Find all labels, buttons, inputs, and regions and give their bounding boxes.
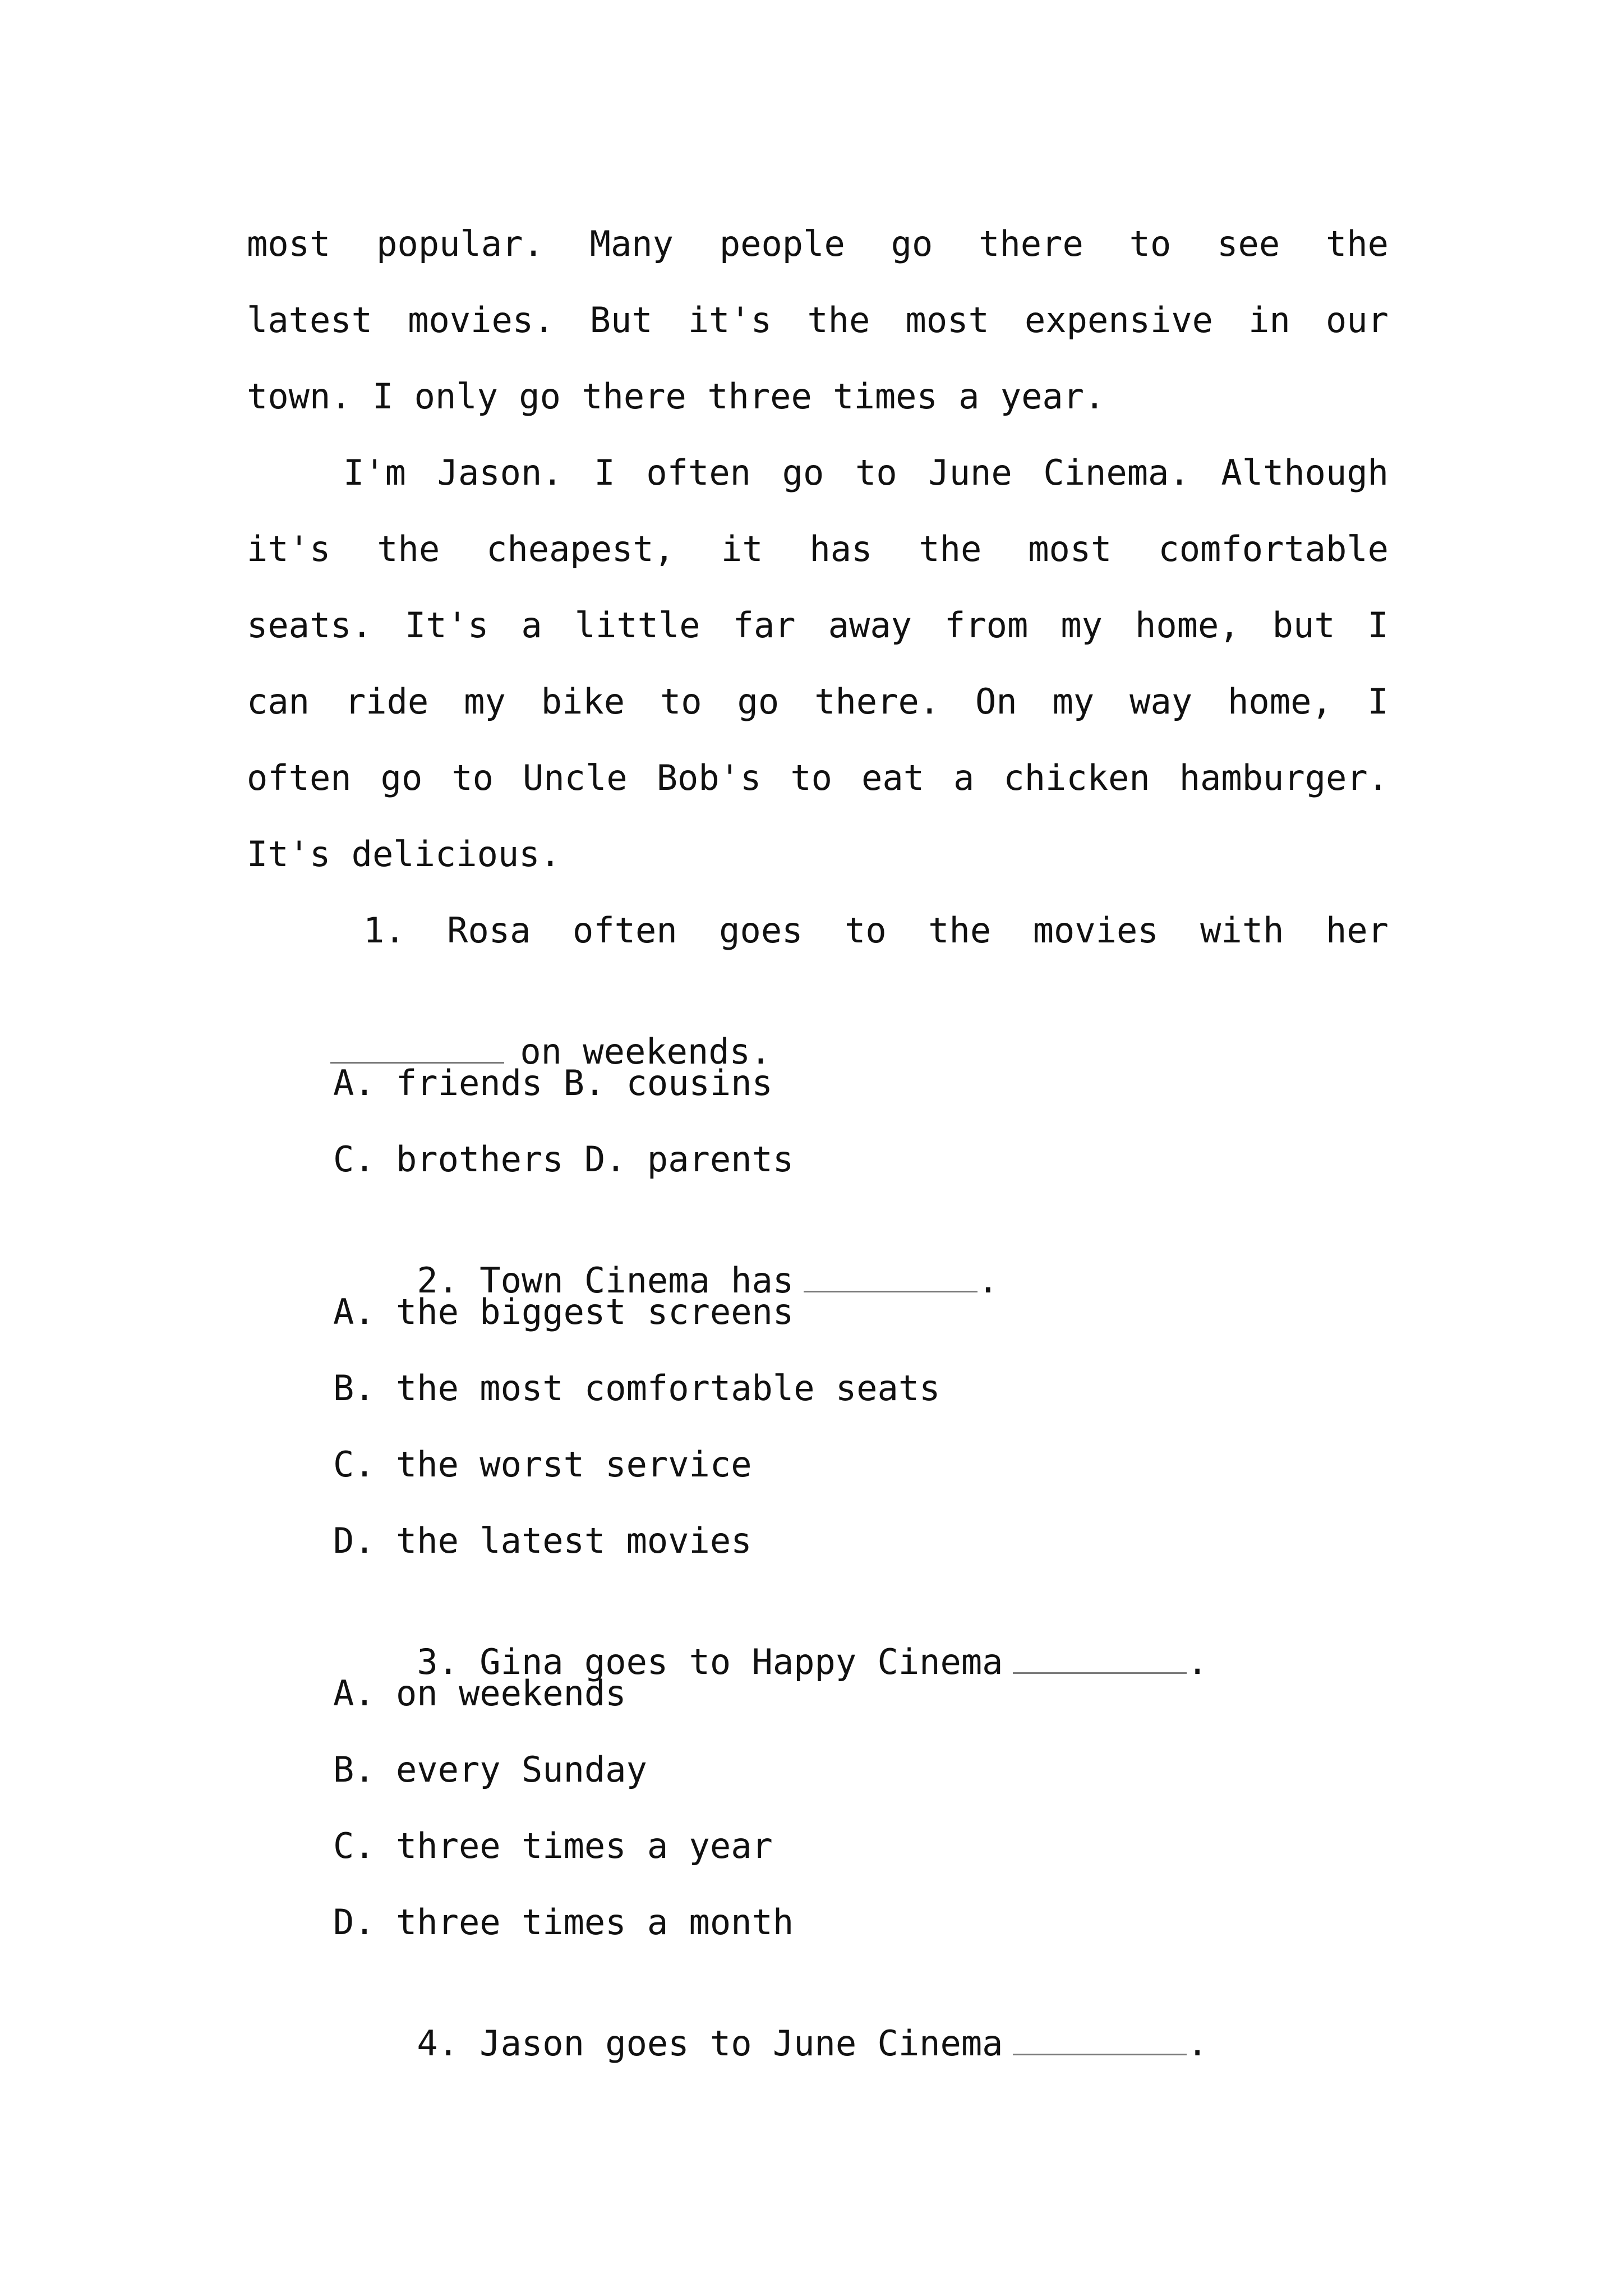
question-1-options-cd: C. brothers D. parents <box>333 1139 794 1180</box>
question-3-stem: 3. Gina goes to Happy Cinema <box>417 1641 1003 1682</box>
option-d: D. the latest movies <box>333 1520 752 1561</box>
passage-line: most popular. Many people go there to see the <box>247 223 1389 264</box>
passage-line: latest movies. But it's the most expensive in our <box>247 300 1389 341</box>
question-1-options-ab: A. friends B. cousins <box>333 1062 773 1103</box>
passage-line: It's delicious. <box>247 834 561 875</box>
option-a: A. on weekends <box>333 1673 626 1714</box>
answer-blank <box>804 1259 978 1292</box>
question-4-text <box>333 1976 1208 2111</box>
question-2-period: . <box>978 1260 999 1301</box>
question-4-stem: 4. Jason goes to June Cinema <box>417 2023 1003 2064</box>
option-a: A. the biggest screens <box>333 1291 794 1332</box>
answer-blank <box>1013 1641 1187 1674</box>
answer-blank <box>1013 2022 1187 2055</box>
question-1-end: on weekends. <box>520 1031 772 1072</box>
passage-line: seats. It's a little far away from my home, but I <box>247 605 1389 646</box>
option-b: B. every Sunday <box>333 1749 647 1790</box>
option-c: C. the worst service <box>333 1444 752 1485</box>
passage-line: town. I only go there three times a year. <box>247 376 1105 417</box>
passage-line: can ride my bike to go there. On my way home, I <box>247 681 1389 722</box>
question-4-period: . <box>1187 2023 1208 2064</box>
passage-line: often go to Uncle Bob's to eat a chicken hamburger. <box>247 757 1389 798</box>
question-3-period: . <box>1187 1641 1208 1682</box>
question-1-text: 1. Rosa often goes to the movies with her <box>363 910 1389 951</box>
option-c: C. three times a year <box>333 1825 773 1866</box>
answer-blank <box>330 1030 504 1064</box>
option-d: D. three times a month <box>333 1902 794 1943</box>
question-2-stem: 2. Town Cinema has <box>417 1260 794 1301</box>
option-b: B. the most comfortable seats <box>333 1368 940 1409</box>
passage-line: I'm Jason. I often go to June Cinema. Although <box>343 452 1389 493</box>
passage-line: it's the cheapest, it has the most comfortable <box>247 528 1389 569</box>
